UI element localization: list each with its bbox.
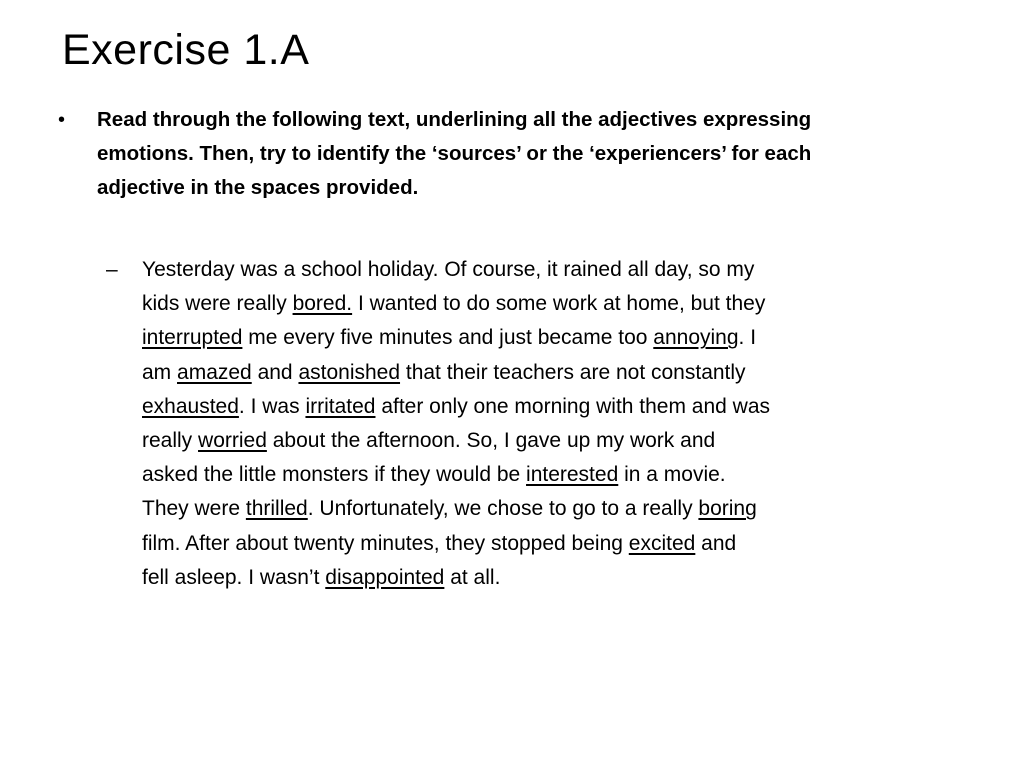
passage-segment: . I was	[238, 394, 306, 418]
passage-segment: really	[142, 429, 199, 453]
passage-line	[142, 253, 922, 287]
passage-segment: fell asleep. I wasn’t	[142, 565, 326, 589]
passage-segment: me every five minutes and just became too	[242, 326, 654, 350]
underlined-adjective: thrilled	[245, 497, 308, 521]
underlined-adjective: interrupted	[142, 326, 243, 350]
underlined-adjective: excited	[628, 531, 696, 555]
bullet-marker: •	[58, 109, 66, 131]
passage-line	[142, 356, 922, 390]
underlined-adjective: irritated	[305, 394, 376, 418]
underlined-adjective: interested	[526, 463, 619, 487]
passage-segment: Yesterday was a school holiday. Of course, it rained all day, so my	[142, 258, 755, 281]
passage-segment: I wanted to do some work at home, but they	[352, 292, 766, 316]
underlined-adjective: exhausted	[142, 394, 239, 418]
underlined-adjective: astonished	[298, 360, 401, 384]
passage-segment: asked the little monsters if they would be	[142, 463, 527, 487]
passage-segment: about the afternoon. So, I gave up my work and	[266, 429, 716, 453]
passage-segment: at all.	[444, 565, 501, 589]
passage-line	[142, 321, 922, 355]
underlined-adjective: annoying	[653, 326, 739, 350]
passage-segment: kids were really	[142, 292, 293, 316]
passage-segment: and	[251, 360, 299, 384]
passage-segment: am	[142, 360, 178, 384]
passage-segment: in a movie.	[618, 463, 726, 487]
instruction-text: Read through the following text, underlining all the adjectives expressing emotions. Then, try to identify the ‘sources’ or the ‘experiencers’ for each adjective in the spaces provided.	[97, 108, 812, 199]
passage-line	[142, 527, 922, 561]
passage-segment: and	[695, 531, 737, 555]
passage-segment: . I	[738, 326, 757, 350]
passage-segment: after only one morning with them and was	[375, 394, 771, 418]
passage-line	[142, 492, 922, 526]
underlined-adjective: bored.	[292, 292, 353, 316]
passage-segment: . Unfortunately, we chose to go to a really	[307, 497, 699, 521]
underlined-adjective: worried	[198, 429, 267, 453]
passage-segment: that their teachers are not constantly	[400, 360, 746, 384]
passage-line	[142, 390, 922, 424]
passage-line	[142, 458, 922, 492]
slide-title: Exercise 1.A	[62, 26, 310, 74]
underlined-adjective: amazed	[177, 360, 252, 384]
passage-text	[142, 253, 922, 595]
passage-segment: film. After about twenty minutes, they stopped being	[142, 531, 629, 555]
passage-line	[142, 424, 922, 458]
passage-line	[142, 287, 922, 321]
underlined-adjective: disappointed	[325, 565, 445, 589]
underlined-adjective: boring	[698, 497, 757, 521]
passage-segment: They were	[142, 497, 246, 521]
passage-line	[142, 561, 922, 595]
dash-marker: –	[106, 258, 118, 281]
